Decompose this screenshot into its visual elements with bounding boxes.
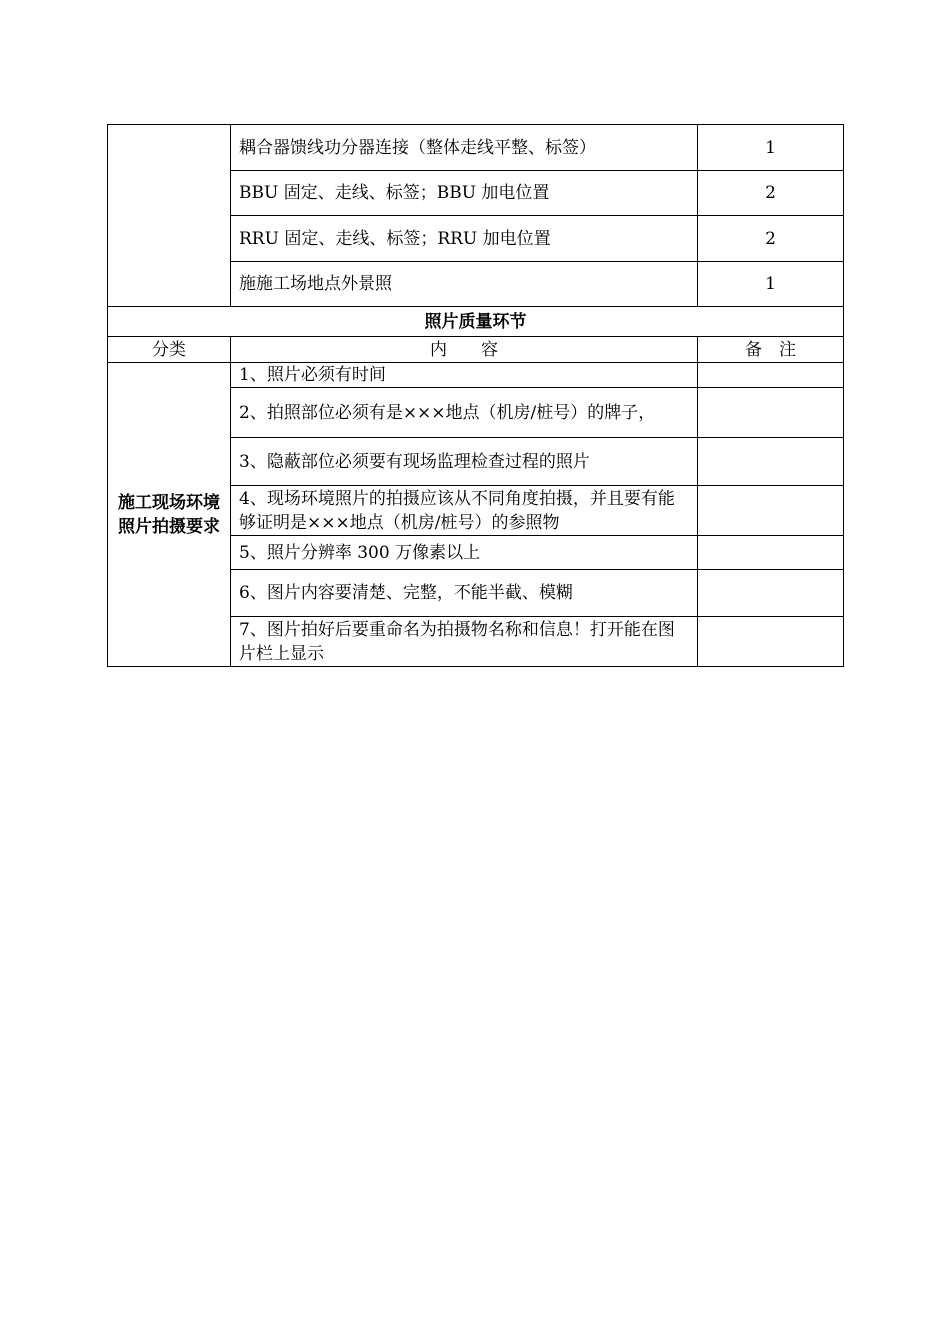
requirement-text: 4、现场环境照片的拍摄应该从不同角度拍摄，并且要有能够证明是×××地点（机房/桩号）的参照物	[231, 486, 698, 536]
remark-cell	[698, 438, 844, 486]
remark-cell	[698, 486, 844, 536]
remark-cell	[698, 388, 844, 438]
table-row	[108, 363, 844, 388]
category-cell: 施工现场环境照片拍摄要求	[108, 363, 231, 667]
section-title: 照片质量环节	[108, 307, 844, 337]
remark-cell	[698, 363, 844, 388]
header-category: 分类	[108, 337, 231, 363]
item-content: 耦合器馈线功分器连接（整体走线平整、标签）	[231, 125, 698, 171]
item-content: BBU 固定、走线、标签；BBU 加电位置	[231, 171, 698, 216]
item-count: 2	[698, 216, 844, 262]
item-count: 1	[698, 262, 844, 307]
remark-cell	[698, 617, 844, 667]
empty-category-cell	[108, 125, 231, 307]
section-row	[108, 307, 844, 337]
photo-requirements-table	[107, 124, 844, 667]
remark-cell	[698, 536, 844, 570]
item-content: RRU 固定、走线、标签；RRU 加电位置	[231, 216, 698, 262]
item-content: 施施工场地点外景照	[231, 262, 698, 307]
header-content: 内 容	[231, 337, 698, 363]
requirement-text: 2、拍照部位必须有是×××地点（机房/桩号）的牌子，	[231, 388, 698, 438]
requirement-text: 6、图片内容要清楚、完整，不能半截、模糊	[231, 570, 698, 617]
requirement-text: 1、照片必须有时间	[231, 363, 698, 388]
table-row	[108, 125, 844, 171]
item-count: 1	[698, 125, 844, 171]
requirement-text: 7、图片拍好后要重命名为拍摄物名称和信息！打开能在图片栏上显示	[231, 617, 698, 667]
requirement-text: 5、照片分辨率 300 万像素以上	[231, 536, 698, 570]
remark-cell	[698, 570, 844, 617]
requirement-text: 3、隐蔽部位必须要有现场监理检查过程的照片	[231, 438, 698, 486]
header-remark: 备 注	[698, 337, 844, 363]
header-row	[108, 337, 844, 363]
item-count: 2	[698, 171, 844, 216]
